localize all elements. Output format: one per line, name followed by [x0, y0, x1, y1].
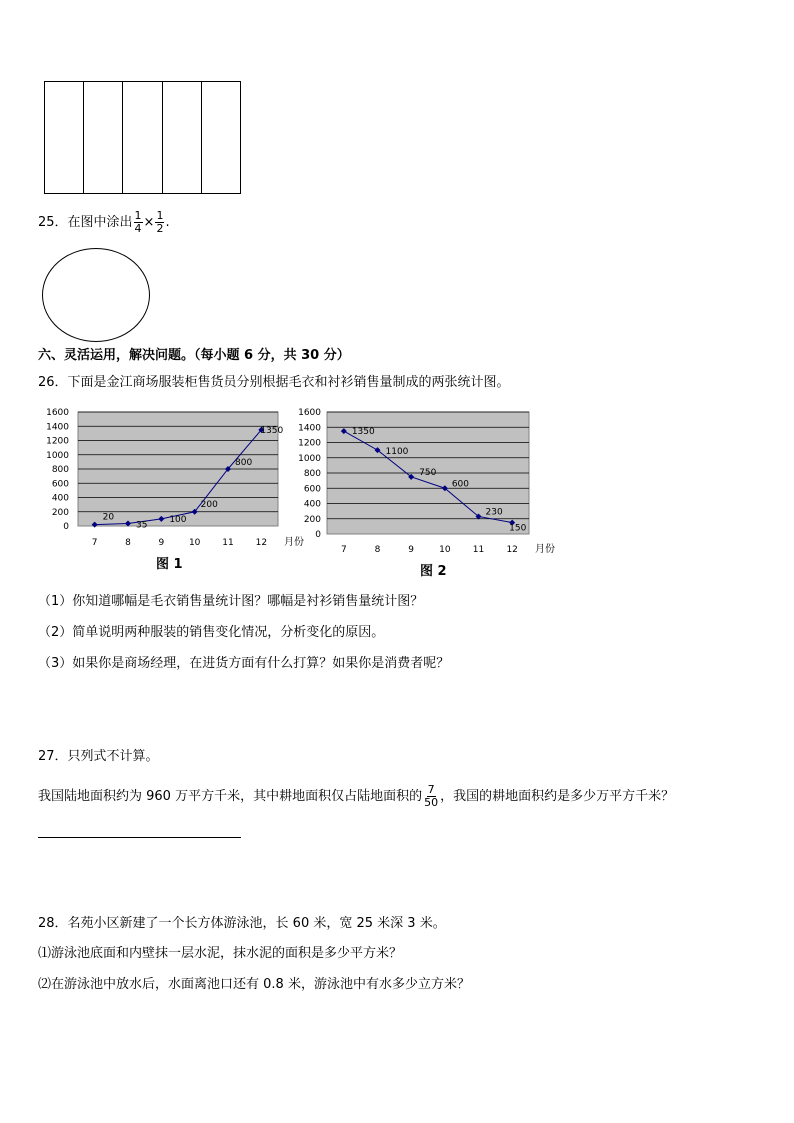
- y-tick-label: 200: [51, 507, 69, 518]
- rectangle-part[interactable]: [163, 82, 202, 193]
- question-28-sub-1: ⑴游泳池底面和内壁抹一层水泥，抹水泥的面积是多少平方米？: [38, 946, 403, 961]
- data-label: 150: [509, 523, 527, 534]
- y-tick-label: 1400: [46, 422, 69, 433]
- rectangle-part[interactable]: [84, 82, 123, 193]
- question-25: [38, 210, 170, 235]
- question-26-text: 26．下面是金江商场服装柜售货员分别根据毛衣和衬衫销售量制成的两张统计图。: [38, 375, 510, 390]
- y-tick-label: 600: [51, 479, 69, 490]
- y-tick-label: 200: [303, 514, 321, 525]
- section-6-title: 六、灵活运用，解决问题。（每小题 6 分，共 30 分）: [38, 348, 350, 363]
- fraction-one-half: [155, 210, 164, 235]
- question-27-title: 27．只列式不计算。: [38, 749, 159, 764]
- question-27-text-before: 我国陆地面积约为 960 万平方千米，其中耕地面积仅占陆地面积的: [38, 789, 423, 804]
- question-28-sub-2: ⑵在游泳池中放水后，水面离池口还有 0.8 米，游泳池中有水多少立方米？: [38, 977, 470, 992]
- question-26-sub-3: （3）如果你是商场经理，在进货方面有什么打算？如果你是消费者呢？: [38, 656, 450, 671]
- y-tick-label: 1200: [298, 438, 321, 449]
- data-label: 100: [169, 514, 187, 525]
- y-tick-label: 400: [51, 493, 69, 504]
- fraction-denominator: 4: [134, 222, 142, 235]
- x-tick-label: 11: [222, 538, 234, 548]
- x-tick-label: 7: [340, 545, 347, 555]
- data-label: 1100: [385, 447, 409, 458]
- y-tick-label: 1600: [46, 408, 69, 418]
- data-label: 20: [102, 512, 115, 523]
- data-label: 230: [485, 507, 503, 518]
- chart-figure-2: [292, 404, 558, 558]
- figure-1-label: 图 1: [156, 557, 183, 572]
- rectangle-part[interactable]: [45, 82, 84, 193]
- x-tick-label: 10: [439, 545, 451, 555]
- question-26-sub-1: （1）你知道哪幅是毛衣销售量统计图？哪幅是衬衫销售量统计图？: [38, 594, 424, 609]
- question-28-title: 28．名苑小区新建了一个长方体游泳池，长 60 米，宽 25 米深 3 米。: [38, 916, 446, 931]
- x-axis-label: 月份: [535, 544, 555, 555]
- y-tick-label: 1200: [46, 436, 69, 447]
- fraction-numerator: 1: [134, 209, 142, 222]
- x-tick-label: 9: [408, 545, 415, 555]
- question-27-text-after: ，我国的耕地面积约是多少万平方千米？: [440, 789, 675, 804]
- y-tick-label: 800: [303, 469, 321, 479]
- data-label: 35: [136, 520, 148, 531]
- y-tick-label: 1000: [46, 450, 69, 461]
- y-tick-label: 400: [303, 499, 321, 510]
- rectangle-part[interactable]: [123, 82, 162, 193]
- x-tick-label: 12: [255, 538, 268, 548]
- question-26-sub-2: （2）简单说明两种服装的销售变化情况，分析变化的原因。: [38, 625, 385, 640]
- figure-2-label: 图 2: [420, 564, 447, 579]
- y-tick-label: 600: [303, 484, 321, 495]
- answer-line[interactable]: [38, 837, 241, 838]
- data-label: 600: [451, 479, 470, 490]
- data-label: 1350: [260, 425, 284, 436]
- x-tick-label: 8: [374, 545, 381, 555]
- data-label: 1350: [351, 427, 375, 438]
- fraction-one-quarter: [134, 210, 143, 235]
- x-tick-label: 8: [125, 538, 131, 548]
- y-tick-label: 1400: [298, 423, 321, 434]
- fraction-numerator: 1: [156, 209, 164, 222]
- fraction-seven-fiftieths: [423, 784, 439, 809]
- x-tick-label: 11: [472, 545, 485, 555]
- y-tick-label: 0: [315, 530, 321, 540]
- data-label: 800: [235, 458, 253, 468]
- multiply-sign: ×: [143, 215, 155, 230]
- question-27-text: [38, 784, 674, 809]
- data-label: 200: [200, 499, 218, 510]
- divided-rectangle: [44, 81, 241, 194]
- x-tick-label: 10: [188, 538, 201, 548]
- fraction-denominator: 50: [424, 796, 439, 809]
- chart-figure-1: [36, 404, 304, 550]
- y-tick-label: 0: [63, 522, 69, 532]
- rectangle-part[interactable]: [202, 82, 240, 193]
- y-tick-label: 1000: [298, 453, 321, 464]
- data-label: 750: [419, 467, 437, 478]
- y-tick-label: 800: [51, 465, 69, 475]
- y-tick-label: 1600: [298, 408, 321, 418]
- question-25-text: 25．在图中涂出: [38, 215, 133, 230]
- fraction-numerator: 7: [427, 783, 435, 796]
- fraction-denominator: 2: [156, 222, 164, 235]
- x-tick-label: 12: [506, 545, 518, 555]
- circle-shape[interactable]: [42, 248, 150, 342]
- x-tick-label: 9: [158, 538, 165, 548]
- x-axis-label: 月份: [284, 537, 304, 548]
- x-tick-label: 7: [91, 538, 98, 548]
- period: .: [165, 215, 170, 230]
